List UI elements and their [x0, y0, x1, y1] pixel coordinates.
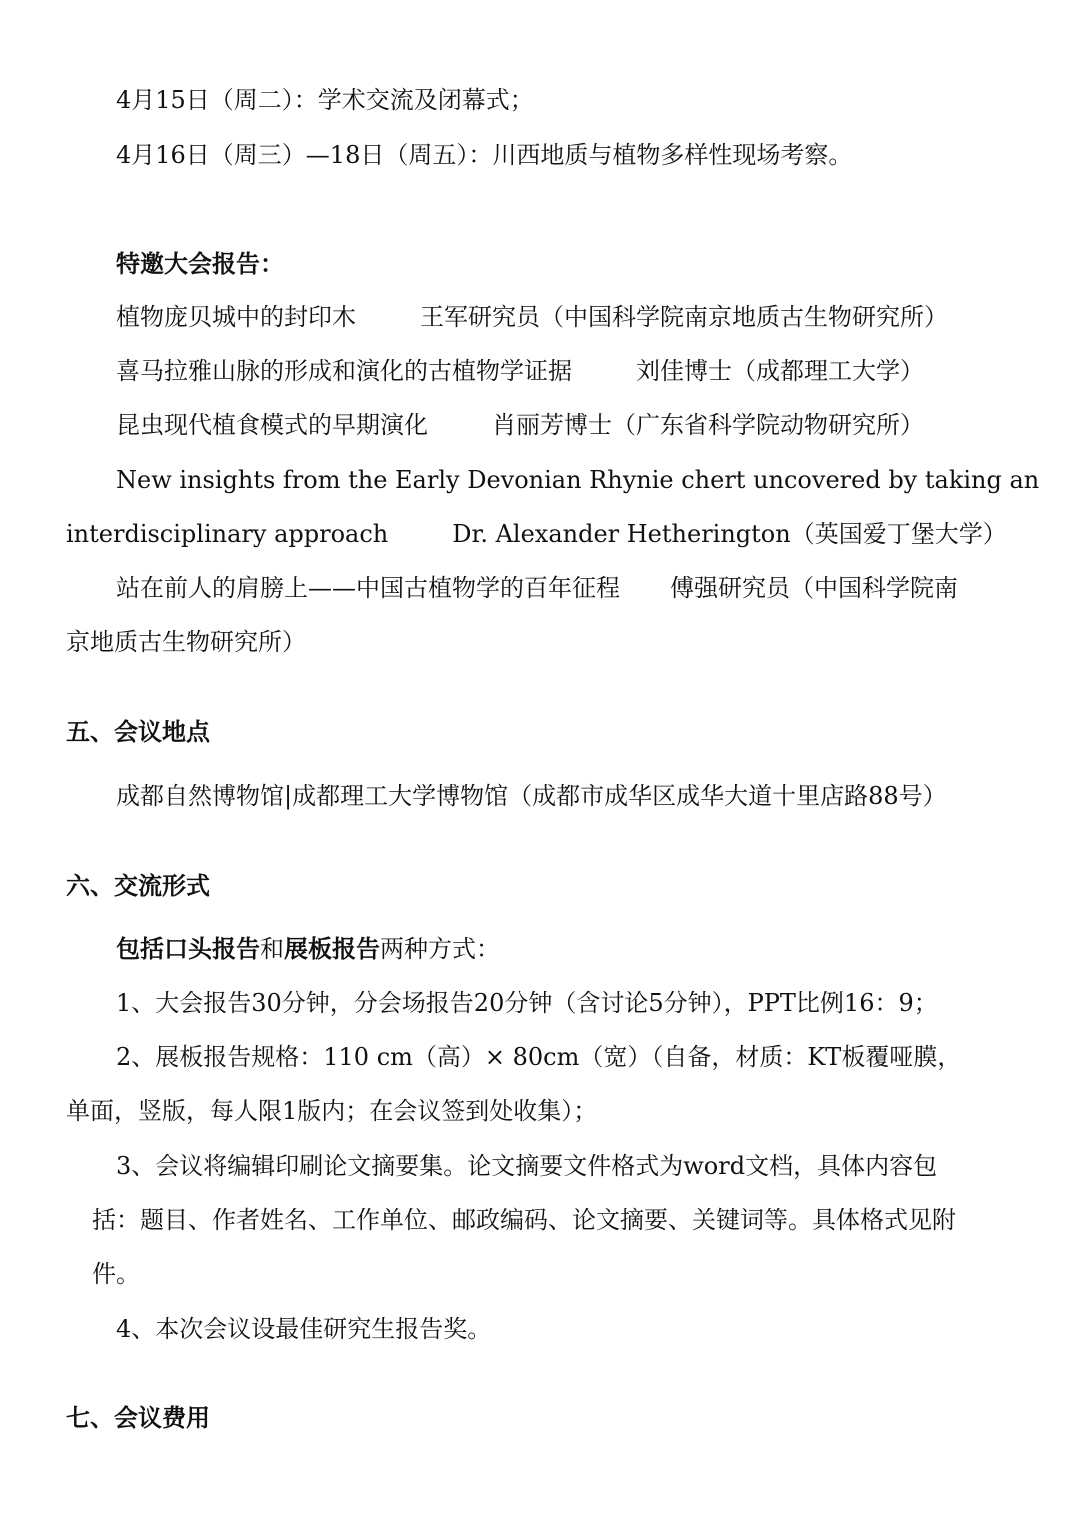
intro-connector: 和: [260, 935, 284, 963]
format-intro: [116, 934, 500, 963]
poster-report-label: 展板报告: [284, 934, 380, 963]
keynote-item-5-line-1: [116, 576, 958, 600]
keynote-speaker: 刘佳博士（成都理工大学）: [636, 357, 924, 385]
keynote-speaker: 王军研究员（中国科学院南京地质古生物研究所）: [420, 303, 948, 331]
schedule-line-1: 4月15日（周二）：学术交流及闭幕式；: [116, 86, 534, 114]
format-item-3-line-2: 括：题目、作者姓名、工作单位、邮政编码、论文摘要、关键词等。具体格式见附: [92, 1206, 956, 1234]
format-item-1: 1、大会报告30分钟，分会场报告20分钟（含讨论5分钟），PPT比例16：9；: [116, 989, 938, 1017]
keynotes-heading: 特邀大会报告：: [116, 249, 284, 278]
oral-report-label: 包括口头报告: [116, 934, 260, 963]
venue-text: 成都自然博物馆|成都理工大学博物馆（成都市成华区成华大道十里店路88号）: [116, 782, 947, 810]
intro-tail: 两种方式：: [380, 935, 500, 963]
schedule-line-2: 4月16日（周三）—18日（周五）：川西地质与植物多样性现场考察。: [116, 141, 853, 169]
keynote-title: 喜马拉雅山脉的形成和演化的古植物学证据: [116, 357, 572, 385]
keynote-item-1: [116, 305, 948, 329]
format-item-2-line-1: 2、展板报告规格：110 cm（高）× 80cm（宽）（自备，材质：KT板覆哑膜，: [116, 1043, 962, 1071]
keynote-speaker: Dr. Alexander Hetherington（英国爱丁堡大学）: [452, 520, 1007, 548]
keynote-title: 植物庞贝城中的封印木: [116, 303, 356, 331]
keynote-item-3: [116, 413, 924, 437]
keynote-item-5-line-2: 京地质古生物研究所）: [66, 628, 306, 656]
keynote-title: 昆虫现代植食模式的早期演化: [116, 411, 428, 439]
format-item-3-line-3: 件。: [92, 1260, 140, 1288]
format-item-2-line-2: 单面，竖版，每人限1版内；在会议签到处收集）；: [66, 1097, 598, 1125]
keynote-item-2: [116, 359, 924, 383]
format-item-3-line-1: 3、会议将编辑印刷论文摘要集。论文摘要文件格式为word文档，具体内容包: [116, 1152, 938, 1180]
section-6-heading: 六、交流形式: [66, 871, 210, 900]
keynote-title: interdisciplinary approach: [66, 520, 389, 548]
keynote-item-4-line-1: New insights from the Early Devonian Rhynie chert uncovered by taking an: [116, 466, 1040, 494]
section-7-heading: 七、会议费用: [66, 1403, 210, 1432]
keynote-item-4-line-2: [66, 522, 1007, 546]
keynote-speaker: 傅强研究员（中国科学院南: [670, 574, 958, 602]
keynote-title: 站在前人的肩膀上——中国古植物学的百年征程: [116, 574, 620, 602]
format-item-4: 4、本次会议设最佳研究生报告奖。: [116, 1315, 492, 1343]
section-5-heading: 五、会议地点: [66, 717, 210, 746]
keynote-speaker: 肖丽芳博士（广东省科学院动物研究所）: [492, 411, 924, 439]
